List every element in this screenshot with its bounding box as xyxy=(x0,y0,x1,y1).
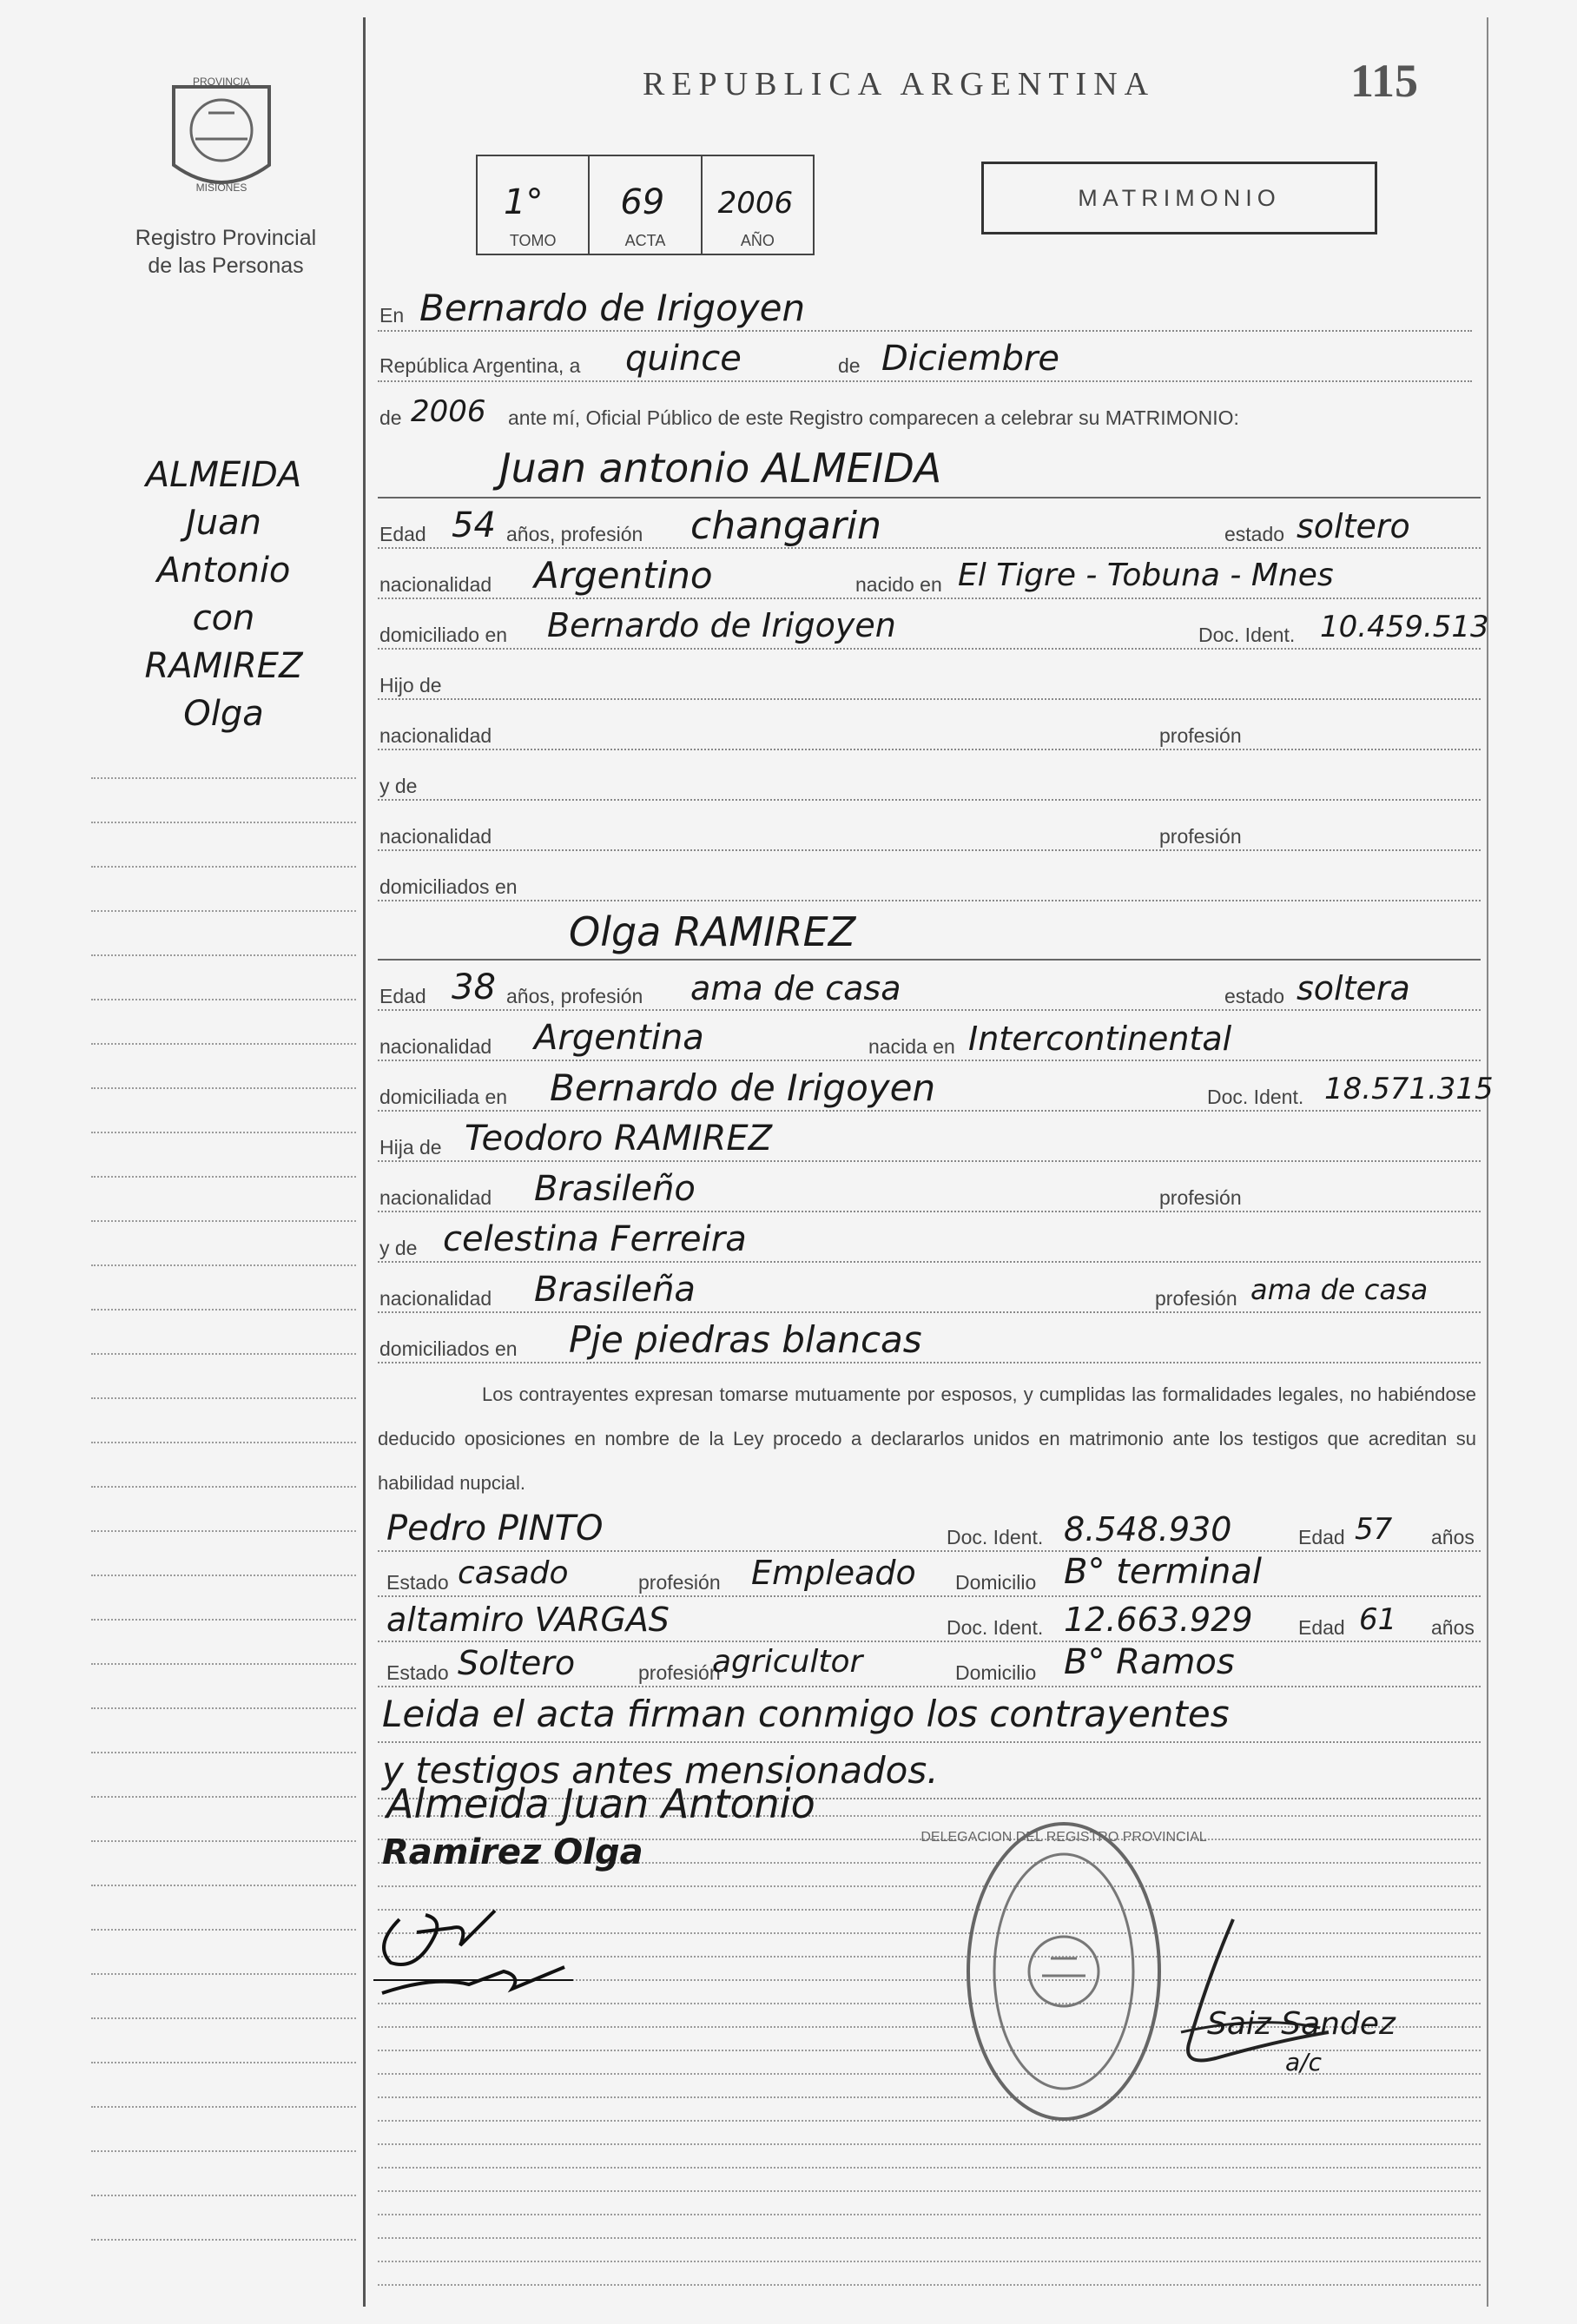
wife-nationality-row: nacionalidad Argentina nacida en Intercontinental xyxy=(378,1016,1481,1061)
declaration-text: Los contrayentes expresan tomarse mutuamente por esposos, y cumplidas las formalidades legales, no habiéndose deducido oposiciones en nombre de la Ley procedo a declararlos unidos en matrimonio ante los testigos que acreditan su habilidad nupcial. xyxy=(378,1383,1476,1494)
province-seal-icon xyxy=(156,69,287,208)
closing-line-2: y testigos antes mensionados. xyxy=(378,1746,1481,1799)
wife-address-row: domiciliada en Bernardo de Irigoyen Doc. Ident. 18.571.315 xyxy=(378,1066,1481,1112)
signature-wife: Ramirez Olga xyxy=(382,1832,643,1872)
acta-box: 69 ACTA xyxy=(590,156,702,254)
husband-hijo-row: Hijo de xyxy=(378,655,1481,700)
page-number: 115 xyxy=(1350,55,1419,107)
wife-parents-address-row: domiciliados en Pje piedras blancas xyxy=(378,1318,1481,1363)
wife-mother-row: y de celestina Ferreira xyxy=(378,1218,1481,1263)
official-signature-role: a/c xyxy=(1285,2048,1322,2076)
wife-name-row: Olga RAMIREZ xyxy=(378,907,1481,961)
stamp-text: DELEGACION DEL REGISTRO PROVINCIAL xyxy=(920,1830,1207,1845)
row-en: En Bernardo de Irigoyen xyxy=(378,287,1472,332)
witness2-row: altamiro VARGAS Doc. Ident. 12.663.929 Edad 61 años xyxy=(378,1597,1481,1642)
husband-mother-nat-row: nacionalidad profesión xyxy=(378,806,1481,851)
official-signature-name: Saiz Sandez xyxy=(1207,2006,1396,2042)
record-id-boxes xyxy=(476,155,815,255)
row-anio: de 2006 ante mí, Oficial Público de este Registro comparecen a celebrar su MATRIMONIO: xyxy=(379,394,1239,429)
seal-top-text: PROVINCIA xyxy=(192,76,251,88)
witness2-details-row: Estado Soltero profesión agricultor Domicilio B° Ramos xyxy=(378,1642,1481,1687)
tomo-box: 1° TOMO xyxy=(478,156,590,254)
wife-mother-nat-row: nacionalidad Brasileña profesión ama de casa xyxy=(378,1268,1481,1313)
signature-husband: Almeida Juan Antonio xyxy=(386,1780,815,1827)
wife-age-row: Edad 38 años, profesión ama de casa estado soltera xyxy=(378,966,1481,1011)
signature-witnesses-icon xyxy=(365,1893,591,2015)
matrimonio-box: MATRIMONIO xyxy=(981,162,1377,234)
husband-address-row: domiciliado en Bernardo de Irigoyen Doc. Ident. 10.459.513 xyxy=(378,604,1481,650)
husband-age-row: Edad 54 años, profesión changarin estado soltero xyxy=(378,504,1481,549)
ano-box: 2006 AÑO xyxy=(717,186,794,249)
husband-yde-row: y de xyxy=(378,756,1481,801)
wife-father-nat-row: nacionalidad Brasileño profesión xyxy=(378,1167,1481,1212)
husband-father-nat-row: nacionalidad profesión xyxy=(378,705,1481,750)
husband-name-row: Juan antonio ALMEIDA xyxy=(378,445,1481,498)
seal-bottom-text: MISIONES xyxy=(195,182,247,194)
husband-nationality-row: nacionalidad Argentino nacido en El Tigre - Tobuna - Mnes xyxy=(378,554,1481,599)
closing-line-1: Leida el acta firman conmigo los contrayentes xyxy=(378,1689,1481,1743)
registry-name: Registro Provincial de las Personas xyxy=(135,226,317,278)
registry-stamp-icon xyxy=(920,1815,1207,2128)
row-fecha: República Argentina, a quince de Diciembre xyxy=(378,337,1472,382)
margin-names: ALMEIDA Juan Antonio con RAMIREZ Olga xyxy=(144,455,303,734)
margin-line-right xyxy=(1487,17,1488,2307)
margin-ruled-lines xyxy=(91,777,356,2283)
country-title: REPUBLICA ARGENTINA xyxy=(643,66,1156,102)
witness1-row: Pedro PINTO Doc. Ident. 8.548.930 Edad 57 años xyxy=(378,1507,1481,1552)
wife-father-row: Hija de Teodoro RAMIREZ xyxy=(378,1117,1481,1162)
witness1-details-row: Estado casado profesión Empleado Domicilio B° terminal xyxy=(378,1552,1481,1597)
husband-parents-address-row: domiciliados en xyxy=(378,856,1481,901)
